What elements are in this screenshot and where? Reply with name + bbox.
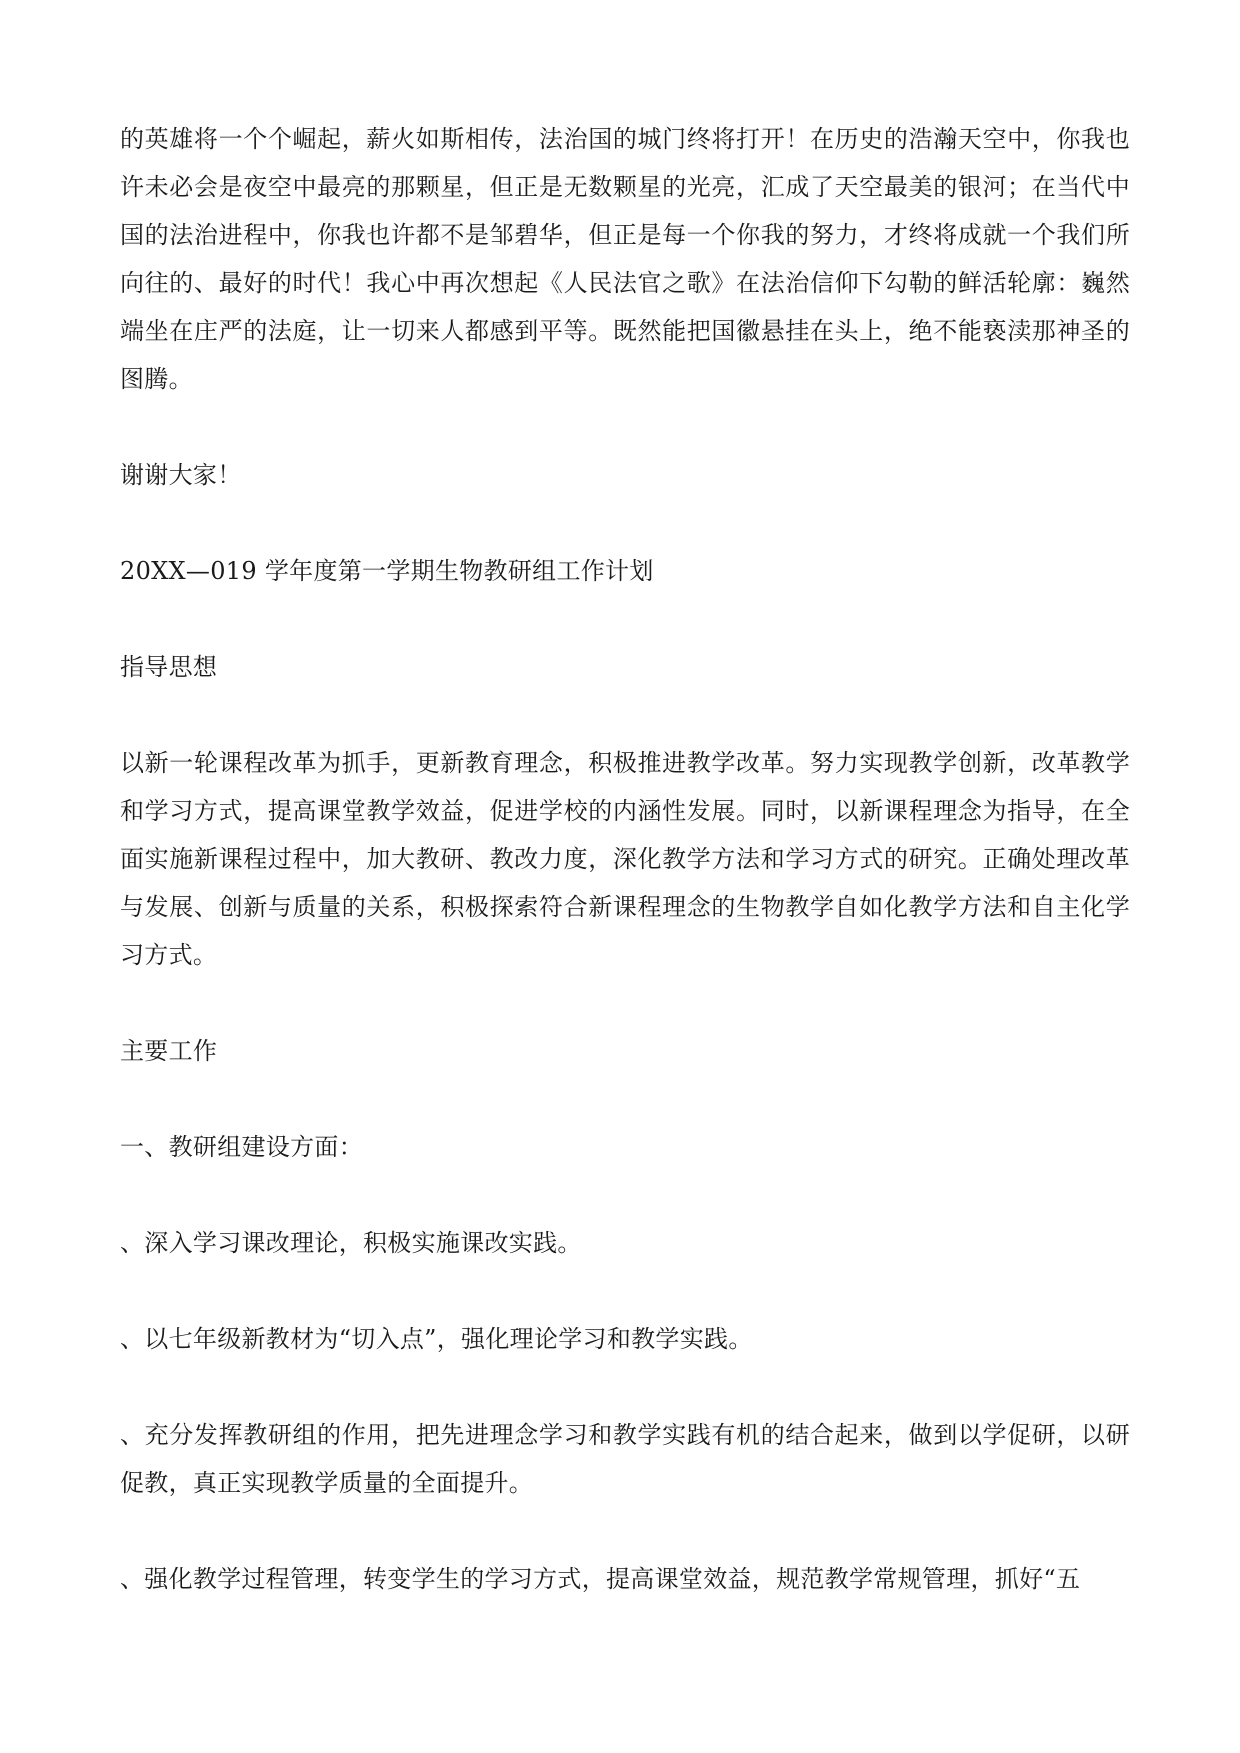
subsection-heading-team-building: 一、教研组建设方面： bbox=[120, 1133, 363, 1161]
document-title: 20XX—019 学年度第一学期生物教研组工作计划 bbox=[120, 557, 654, 585]
list-item: 、深入学习课改理论，积极实施课改实践。 bbox=[120, 1229, 582, 1257]
list-item: 、强化教学过程管理，转变学生的学习方式，提高课堂效益，规范教学常规管理，抓好“五 bbox=[120, 1565, 1081, 1593]
list-item: 、以七年级新教材为“切入点”，强化理论学习和教学实践。 bbox=[120, 1325, 753, 1353]
section-heading-guiding-ideology: 指导思想 bbox=[120, 653, 218, 681]
section-heading-main-work: 主要工作 bbox=[120, 1037, 218, 1065]
paragraph-thanks: 谢谢大家！ bbox=[120, 461, 242, 489]
paragraph-speech-closing: 的英雄将一个个崛起，薪火如斯相传，法治国的城门终将打开！在历史的浩瀚天空中，你我也许未必会是夜空中最亮的那颗星，但正是无数颗星的光亮，汇成了天空最美的银河；在当代中国的法治进程中，你我也许都不是邹碧华，但正是每一个你我的努力，才终将成就一个我们所向往的、最好的时代！我心中再次想起《人民法官之歌》在法治信仰下勾勒的鲜活轮廓：巍然端坐在庄严的法庭，让一切来人都感到平等。既然能把国徽悬挂在头上，绝不能亵渎那神圣的图腾。 bbox=[120, 125, 1130, 393]
list-item: 、充分发挥教研组的作用，把先进理念学习和教学实践有机的结合起来，做到以学促研，以研促教，真正实现教学质量的全面提升。 bbox=[120, 1421, 1130, 1497]
paragraph-guiding-ideology: 以新一轮课程改革为抓手，更新教育理念，积极推进教学改革。努力实现教学创新，改革教学和学习方式，提高课堂教学效益，促进学校的内涵性发展。同时，以新课程理念为指导，在全面实施新课程过程中，加大教研、教改力度，深化教学方法和学习方式的研究。正确处理改革与发展、创新与质量的关系，积极探索符合新课程理念的生物教学自如化教学方法和自主化学习方式。 bbox=[120, 749, 1130, 969]
document-page bbox=[120, 115, 1130, 1603]
